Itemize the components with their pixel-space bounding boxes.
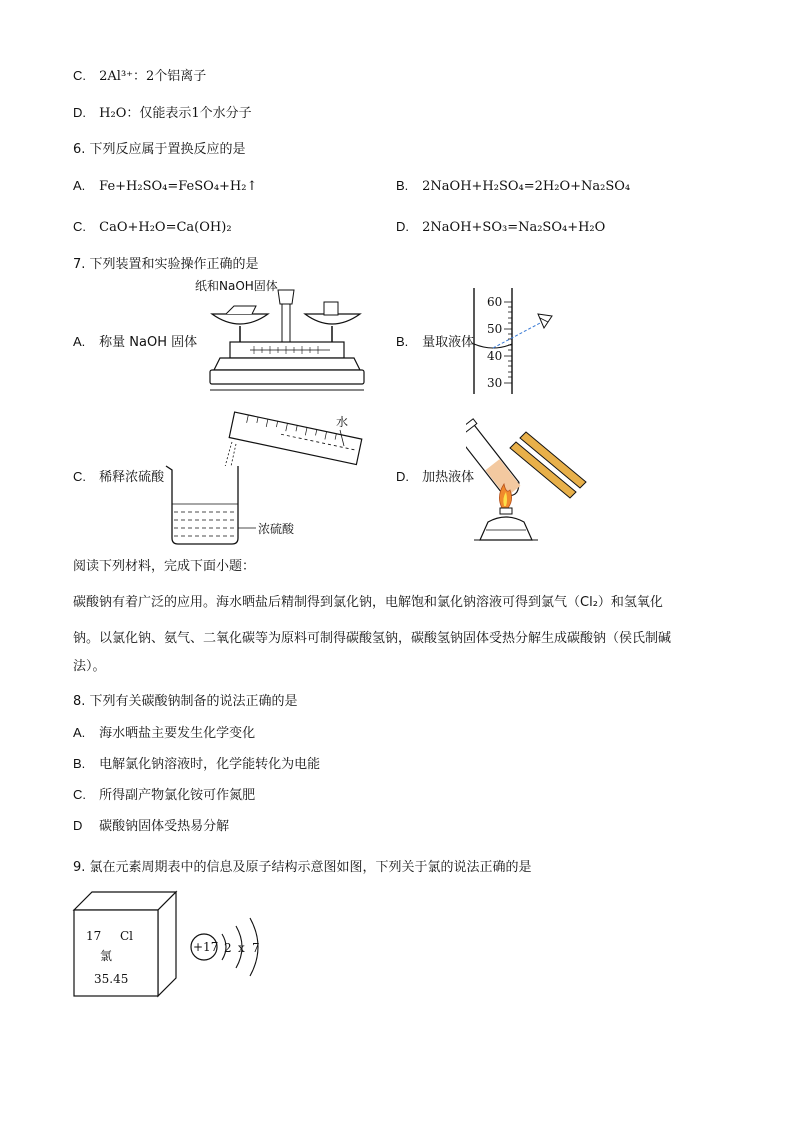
q6-stem: 6. 下列反应属于置换反应的是 — [73, 142, 246, 157]
option-text: 2NaOH+SO₃=Na₂SO₄+H₂O — [422, 220, 606, 235]
balance-figure — [190, 276, 370, 404]
option-letter: C. — [73, 219, 86, 234]
acid-label: 浓硫酸 — [258, 522, 295, 536]
option-text: 称量 NaOH 固体 — [99, 335, 198, 350]
water-label: 水 — [336, 415, 349, 429]
option-letter: D. — [396, 219, 409, 234]
q8-option-b — [73, 755, 320, 774]
option-letter: B. — [396, 178, 409, 193]
alcohol-lamp — [480, 517, 532, 540]
q7-stem: 7. 下列装置和实验操作正确的是 — [73, 257, 259, 272]
pointer-top — [278, 290, 294, 304]
reading-intro: 阅读下列材料，完成下面小题： — [73, 559, 256, 574]
option-text: 稀释浓硫酸 — [99, 470, 165, 485]
option-letter: B. — [73, 756, 86, 771]
graduated-cylinder-figure — [460, 286, 560, 398]
element-name: 氯 — [100, 949, 113, 963]
option-letter: D — [73, 818, 83, 833]
option-text: 2Al³⁺：2个铝离子 — [99, 69, 207, 84]
paper-sample — [226, 306, 256, 314]
q8-option-c — [73, 786, 255, 805]
option-letter: C. — [73, 68, 86, 83]
tick-label-60: 60 — [487, 295, 503, 309]
beaker — [166, 466, 238, 544]
shell-3-electrons: 7 — [252, 941, 260, 955]
option-letter: C. — [73, 469, 86, 484]
option-text: H₂O：仅能表示1个水分子 — [99, 106, 252, 121]
balance-base — [214, 358, 360, 370]
option-letter: A. — [73, 725, 86, 740]
option-text: 加热液体 — [422, 470, 475, 485]
cube-side — [158, 892, 176, 996]
reading-body-line-2: 钠。以氯化钠、氨气、二氧化碳等为原料可制得碳酸氢钠，碳酸氢钠固体受热分解生成碳酸钠（侯氏制碱 — [73, 631, 672, 646]
atomic-mass: 35.45 — [94, 972, 129, 986]
reading-body-line-1: 碳酸钠有着广泛的应用。海水晒盐后精制得到氯化钠，电解饱和氯化钠溶液可得到氯气（Cl₂）和氢氧化 — [73, 595, 663, 610]
element-symbol: Cl — [120, 929, 134, 943]
q8-stem: 8. 下列有关碳酸钠制备的说法正确的是 — [73, 694, 298, 709]
left-pan — [212, 314, 268, 324]
option-letter: A. — [73, 178, 86, 193]
weight — [324, 302, 338, 315]
option-text: 2NaOH+H₂SO₄=2H₂O+Na₂SO₄ — [422, 179, 631, 194]
option-letter: C. — [73, 787, 86, 802]
option-text: 量取液体 — [422, 335, 475, 350]
dilution-figure — [160, 408, 380, 546]
q5-option-c — [73, 67, 206, 86]
atomic-number: 17 — [86, 929, 102, 943]
q8-option-a — [73, 724, 255, 743]
option-letter: A. — [73, 334, 86, 349]
option-text: CaO+H₂O=Ca(OH)₂ — [99, 220, 232, 235]
option-letter: D. — [73, 105, 86, 120]
option-letter: D. — [396, 469, 409, 484]
shell-2-electrons: x — [238, 941, 245, 955]
q6-option-c — [73, 218, 232, 237]
nucleus-charge: +17 — [193, 940, 219, 954]
option-text: Fe+H₂SO₄=FeSO₄+H₂↑ — [99, 179, 258, 194]
burner-wick-holder — [500, 508, 512, 514]
meniscus — [474, 344, 512, 348]
tick-label-30: 30 — [487, 376, 503, 390]
q7-option-c — [73, 468, 164, 487]
heating-figure — [466, 412, 596, 542]
q9-stem: 9. 氯在元素周期表中的信息及原子结构示意图如图，下列关于氯的说法正确的是 — [73, 860, 532, 875]
q7-option-a — [73, 333, 197, 352]
chlorine-info-figure — [70, 888, 270, 1000]
q8-option-d — [73, 817, 229, 836]
option-text: 所得副产物氯化铵可作氮肥 — [99, 788, 256, 803]
q6-option-a — [73, 177, 257, 196]
tick-label-40: 40 — [487, 349, 503, 363]
balance-label: 纸和NaOH固体 — [195, 279, 278, 293]
option-letter: B. — [396, 334, 409, 349]
option-text: 电解氯化钠溶液时，化学能转化为电能 — [99, 757, 321, 772]
tick-label-50: 50 — [487, 322, 503, 336]
q6-option-d — [396, 218, 605, 237]
reading-body-line-3: 法）。 — [73, 659, 106, 674]
option-text: 碳酸钠固体受热易分解 — [99, 819, 230, 834]
q5-option-d — [73, 104, 252, 123]
option-text: 海水晒盐主要发生化学变化 — [99, 726, 256, 741]
shell-1-electrons: 2 — [224, 941, 232, 955]
q6-option-b — [396, 177, 630, 196]
q7-option-d — [396, 468, 474, 487]
eye-icon — [538, 314, 552, 328]
